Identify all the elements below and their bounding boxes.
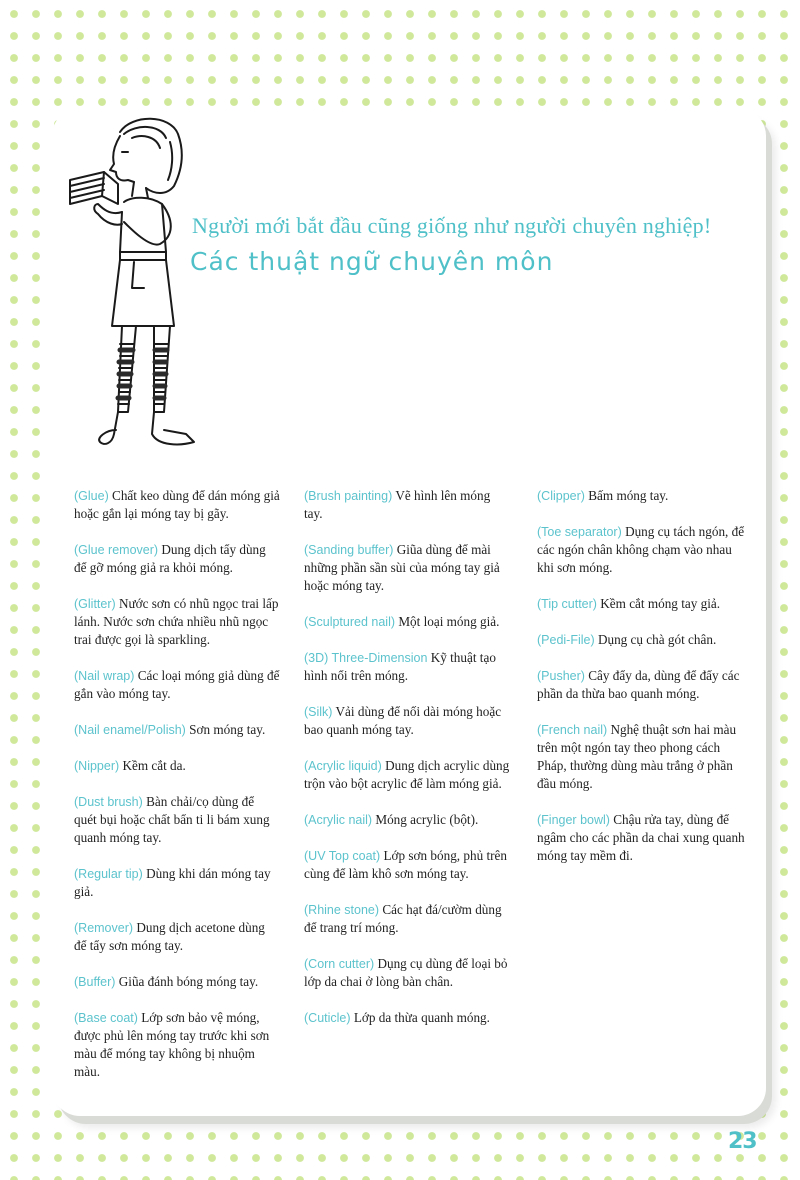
glossary-term: (Sculptured nail) <box>304 615 396 629</box>
glossary-term: (Corn cutter) <box>304 957 375 971</box>
glossary-term: (Clipper) <box>537 489 585 503</box>
glossary-definition: Bàn chải/cọ dùng để quét bụi hoặc chất bẩn ti li bám xung quanh móng tay. <box>74 794 270 845</box>
glossary-term: (Glitter) <box>74 597 116 611</box>
glossary-term: (Nipper) <box>74 759 120 773</box>
glossary-entry <box>304 613 512 631</box>
glossary-entry <box>304 541 512 595</box>
glossary-term: (Sanding buffer) <box>304 543 394 557</box>
glossary-definition: Dụng cụ dùng để loại bỏ lớp da chai ở lòng bàn chân. <box>304 956 508 989</box>
glossary-term: (Glue remover) <box>74 543 159 557</box>
glossary-term: (Finger bowl) <box>537 813 610 827</box>
glossary-definition: Các loại móng giả dùng để gắn vào móng tay. <box>74 668 280 701</box>
glossary-term: (Pedi-File) <box>537 633 595 647</box>
glossary-definition: Dụng cụ chà gót chân. <box>597 632 717 647</box>
glossary-term: (Silk) <box>304 705 333 719</box>
glossary-term: (Rhine stone) <box>304 903 380 917</box>
glossary-definition: Lớp sơn bóng, phủ trên cùng để làm khô sơn móng tay. <box>304 848 507 881</box>
glossary-definition: Dùng khi dán móng tay giả. <box>74 866 271 899</box>
glossary-definition: Lớp da thừa quanh móng. <box>353 1010 490 1025</box>
page-subtitle: Người mới bắt đầu cũng giống như người chuyên nghiệp! <box>192 213 712 238</box>
glossary-entry <box>304 811 512 829</box>
glossary-term: (Cuticle) <box>304 1011 351 1025</box>
glossary-entry <box>537 631 745 649</box>
glossary-definition: Kỹ thuật tạo hình nổi trên móng. <box>304 650 496 683</box>
glossary-definition: Vẽ hình lên móng tay. <box>304 488 491 521</box>
glossary-term: (Dust brush) <box>74 795 143 809</box>
glossary-entry <box>537 487 745 505</box>
glossary-term: (Acrylic liquid) <box>304 759 382 773</box>
glossary-term: (Base coat) <box>74 1011 138 1025</box>
glossary-definition: Dung dịch acetone dùng để tẩy sơn móng tay. <box>74 920 265 953</box>
woman-with-book-illustration <box>62 112 212 457</box>
glossary-term: (Remover) <box>74 921 134 935</box>
glossary-entry <box>74 721 280 739</box>
glossary-entry <box>304 901 512 937</box>
glossary-term: (Pusher) <box>537 669 585 683</box>
glossary-entry <box>74 541 280 577</box>
glossary-definition: Chậu rửa tay, dùng để ngâm cho các phần da chai xung quanh móng tay mềm đi. <box>537 812 745 863</box>
glossary-entry <box>74 919 280 955</box>
glossary-definition: Các hạt đá/cườm dùng để trang trí móng. <box>304 902 502 935</box>
glossary-definition: Cây đẩy da, dùng để đẩy các phần da thừa bao quanh móng. <box>537 668 740 701</box>
glossary-definition: Dung dịch tẩy dùng để gỡ móng giả ra khỏi móng. <box>74 542 266 575</box>
glossary-definition: Lớp sơn bảo vệ móng, được phủ lên móng tay trước khi sơn màu để móng tay không bị nhuộm màu. <box>74 1010 270 1079</box>
glossary-term: (Nail wrap) <box>74 669 135 683</box>
glossary-definition: Bấm móng tay. <box>588 488 669 503</box>
glossary-entry <box>304 703 512 739</box>
glossary-term: (Regular tip) <box>74 867 143 881</box>
glossary-term: (Acrylic nail) <box>304 813 373 827</box>
glossary-entry <box>74 1009 280 1081</box>
glossary-entry <box>537 595 745 613</box>
glossary-entry <box>74 667 280 703</box>
glossary-term: (Glue) <box>74 489 109 503</box>
glossary-definition: Nghệ thuật sơn hai màu trên một ngón tay theo phong cách Pháp, thường dùng màu trắng ở phần đầu móng. <box>537 722 737 791</box>
glossary-entry <box>74 487 280 523</box>
glossary-entry <box>304 649 512 685</box>
glossary-column-2 <box>304 487 512 1045</box>
glossary-entry <box>74 757 280 775</box>
glossary-entry <box>537 721 745 793</box>
glossary-entry <box>74 595 280 649</box>
glossary-definition: Kềm cắt da. <box>122 758 186 773</box>
glossary-definition: Dụng cụ tách ngón, để các ngón chân không chạm vào nhau khi sơn móng. <box>537 524 745 575</box>
glossary-term: (3D) Three-Dimension <box>304 651 428 665</box>
glossary-definition: Nước sơn có nhũ ngọc trai lấp lánh. Nước sơn chứa nhiều nhũ ngọc trai được gọi là sparkling. <box>74 596 279 647</box>
glossary-entry <box>74 793 280 847</box>
glossary-definition: Sơn móng tay. <box>189 722 266 737</box>
glossary-entry <box>304 487 512 523</box>
glossary-entry <box>74 973 280 991</box>
glossary-entry <box>74 865 280 901</box>
glossary-definition: Vải dùng để nối dài móng hoặc bao quanh móng tay. <box>304 704 502 737</box>
glossary-column-3 <box>537 487 745 883</box>
glossary-definition: Giũa dùng để mài những phần sần sùi của móng tay giả hoặc móng tay. <box>304 542 500 593</box>
glossary-definition: Kềm cắt móng tay giả. <box>600 596 721 611</box>
glossary-entry <box>537 667 745 703</box>
glossary-entry <box>304 757 512 793</box>
glossary-definition: Dung dịch acrylic dùng trộn vào bột acrylic để làm móng giả. <box>304 758 510 791</box>
page-title: Các thuật ngữ chuyên môn <box>190 247 554 276</box>
glossary-entry <box>537 523 745 577</box>
page-number: 23 <box>728 1129 757 1154</box>
glossary-definition: Chất keo dùng để dán móng giả hoặc gắn lại móng tay bị gãy. <box>74 488 280 521</box>
glossary-term: (Tip cutter) <box>537 597 597 611</box>
glossary-entry <box>304 1009 512 1027</box>
glossary-definition: Giũa đánh bóng móng tay. <box>118 974 259 989</box>
glossary-term: (Nail enamel/Polish) <box>74 723 186 737</box>
glossary-definition: Một loại móng giả. <box>398 614 500 629</box>
glossary-term: (Buffer) <box>74 975 116 989</box>
glossary-entry <box>304 847 512 883</box>
glossary-term: (Toe separator) <box>537 525 622 539</box>
glossary-entry <box>537 811 745 865</box>
glossary-term: (UV Top coat) <box>304 849 381 863</box>
glossary-entry <box>304 955 512 991</box>
glossary-term: (Brush painting) <box>304 489 393 503</box>
glossary-term: (French nail) <box>537 723 608 737</box>
glossary-definition: Móng acrylic (bột). <box>375 812 479 827</box>
glossary-column-1 <box>74 487 280 1099</box>
